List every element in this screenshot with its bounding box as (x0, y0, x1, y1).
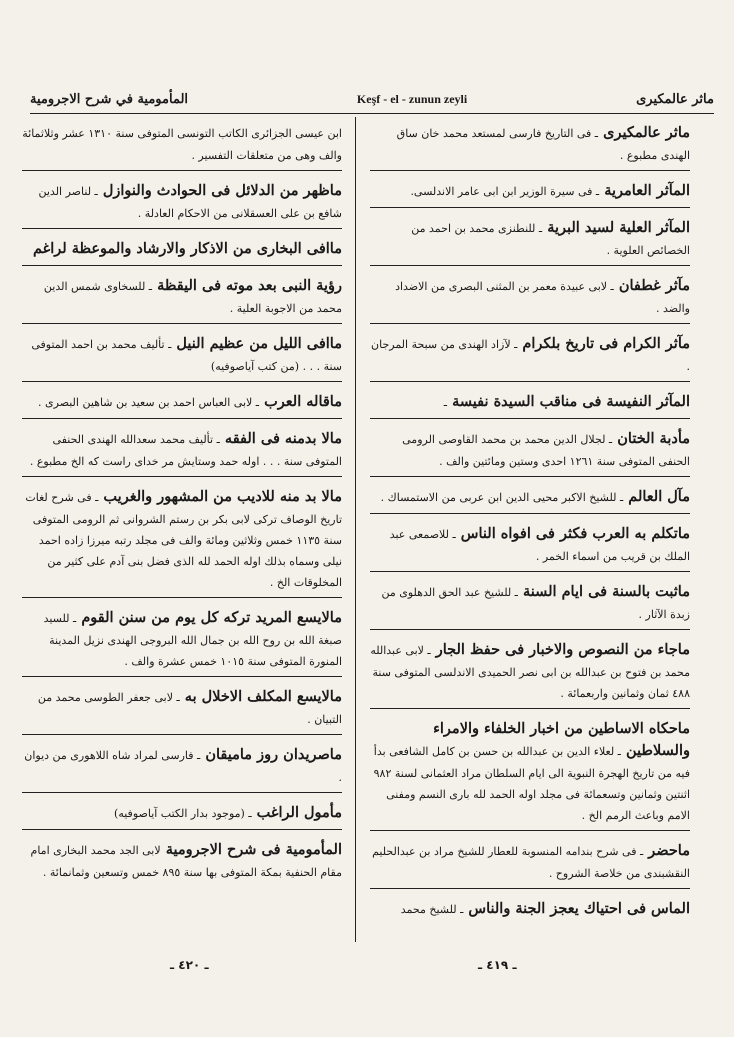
right-column (370, 122, 690, 934)
entry-text: ـ لابى عبيدة معمر بن المثنى البصرى من الاضداد والضد . (395, 280, 690, 315)
entry-title: المأمومية فى شرح الاجرومية (165, 841, 342, 858)
entry-title: المآثر العامرية (604, 182, 690, 199)
entry (370, 718, 690, 831)
entry-title: ماتكلم به العرب فكثر فى افواه الناس (460, 525, 690, 542)
header-right: ماثر عالمكيرى (636, 91, 714, 107)
entry-title: مالايسع المكلف الاخلال به (184, 688, 342, 705)
entry-text: ـ للسيد صبغة الله بن روح الله بن جمال الله البروجى الهندى نزيل المدينة المنورة المتوفى سنة ١٠١٥ خمس عشرة والف . (43, 612, 342, 668)
entry (22, 391, 342, 419)
entry-text: ـ للشيخ محمد (400, 903, 464, 916)
entry (22, 839, 342, 887)
entry-title: مالا بد منه للاديب من المشهور والغريب (103, 488, 342, 505)
header-center: Keşf - el - zunun zeyli (356, 91, 468, 106)
entry (22, 122, 342, 171)
entry (22, 607, 342, 677)
page-number-left: ـ ٤٢٠ ـ (170, 958, 209, 972)
header-left: المأمومية في شرح الاجرومية (30, 91, 189, 107)
entry (370, 333, 690, 382)
entry (22, 744, 342, 793)
entry (370, 275, 690, 324)
entry-text: ـ فى سيرة الوزير ابن ابى عامر الاندلسى. (410, 185, 600, 198)
entry (370, 428, 690, 477)
entry-title: ماحكاه الاساطين من اخبار الخلفاء والامراء والسلاطين (433, 720, 690, 759)
entry-title: المآثر العلية لسيد البرية (547, 219, 690, 236)
entry-title: الماس فى احتياك يعجز الجنة والناس (468, 900, 690, 917)
entry-title: المآثر النفيسة فى مناقب السيدة نفيسة (452, 393, 690, 410)
entry (370, 180, 690, 208)
entry-title: مآثر غطفان (618, 277, 690, 294)
entry-title: ماجاء من النصوص والاخبار فى حفظ الجار (435, 641, 690, 658)
entry (22, 428, 342, 477)
page-number-right: ـ ٤١٩ ـ (478, 958, 517, 972)
entry-text: ـ لآزاد الهندى من سبحة المرجان . (371, 338, 690, 373)
entry-text: ابن عيسى الجزائرى الكاتب التونسى المتوفى سنة ١٣١٠ عشر وثلاثمائة والف وهى من متعلقات التفسير . (22, 127, 342, 162)
entry-title: مآل العالم (628, 488, 690, 505)
running-header (30, 88, 714, 110)
left-column (22, 122, 342, 896)
entry-text: ـ لناصر الدين شافع بن على العسقلانى من الاحكام العادلة . (38, 185, 342, 220)
entry-title: ماثر عالمكيرى (603, 124, 690, 141)
entry-title: مالايسع المريد تركه كل يوم من سنن القوم (81, 609, 342, 626)
entry (22, 275, 342, 324)
entry-text: ـ تأليف محمد سعدالله الهندى الحنفى المتوفى سنة . . . اوله حمد وستايش مر خداى راست كه الخ مطبوع . (29, 433, 342, 468)
entry-text: ـ (موجود بدار الكتب آياصوفيه) (114, 807, 252, 820)
entry-title: ماثبت بالسنة فى ايام السنة (523, 583, 690, 600)
entry-title: مأمول الراغب (256, 804, 342, 821)
entry (370, 898, 690, 925)
entry-title: ماافى البخارى من الاذكار والارشاد والموعظة لراغم (32, 240, 342, 257)
entry-title: ماحضر (648, 842, 690, 859)
entry-text: ـ للاصمعى عبد الملك بن قريب من اسماء الخمر . (389, 528, 690, 563)
entry-text: ـ للسخاوى شمس الدين محمد من الاجوبة العلية . (43, 280, 342, 315)
entry-text: ـ للشيخ الاكبر محيى الدين ابن عربى من الاستمساك . (380, 491, 624, 504)
entry (370, 523, 690, 572)
entry (370, 122, 690, 171)
entry-text: ـ (443, 396, 447, 409)
entry (370, 840, 690, 889)
entry-title: ماقاله العرب (264, 393, 342, 410)
entry-text: ـ لابى عبدالله محمد بن فتوح بن عبدالله بن ابى نصر الحميدى الاندلسى المتوفى سنة ٤٨٨ ثمان وثمانين واربعمائة . (370, 644, 690, 700)
entry (22, 180, 342, 229)
entry-text: ـ للنطنزى محمد بن احمد من الخصائص العلوية . (411, 222, 690, 257)
entry-title: رؤية النبى بعد موته فى اليقظة (157, 277, 342, 294)
entry-title: ماافى الليل من عظيم النيل (176, 335, 342, 352)
entry-text: ـ لابى جعفر الطوسى محمد من التبيان . (37, 691, 342, 726)
column-divider (355, 117, 356, 942)
entry (370, 217, 690, 266)
entry-title: ماصريدان روز ماميقان (205, 746, 342, 763)
entry-text: ـ للشيخ عبد الحق الدهلوى من زبدة الآثار . (381, 586, 690, 621)
entry (370, 639, 690, 709)
entry (22, 238, 342, 266)
entry (22, 686, 342, 735)
entry-title: مآثر الكرام فى تاريخ بلكرام (522, 335, 690, 352)
entry-text: ـ فى شرح لغات تاريخ الوصاف تركى لابى بكر بن رستم الشروانى ثم الرومى المتوفى سنة ١١٣٥ خمس وثلاثين ومائة والف فى مجلد رتبه ميرزا زاده احمد نيلى وسماه بذلك اوله الحمد لله الذى فضل بنى آدم على كثير من المخلوقات الخ . (25, 491, 342, 589)
entry-text: ـ فى التاريخ فارسى لمستعد محمد خان ساق الهندى مطبوع . (396, 127, 690, 162)
entry-text: لابى الجد محمد البخارى امام مقام الحنفية بمكة المتوفى بها سنة ٨٩٥ خمس وتسعين وثمانمائة . (30, 844, 342, 879)
entry-text: ـ فارسى لمراد شاه اللاهورى من ديوان . (24, 749, 342, 784)
entry-title: مأدبة الختان (617, 430, 690, 447)
entry (370, 391, 690, 419)
entry-text: ـ فى شرح بندامه المنسوبة للعطار للشيخ مراد بن عبدالحليم النقشبندى من خلاصة الشروح . (372, 845, 690, 880)
entry-text: ـ لجلال الدين محمد بن محمد القاوصى الرومى الحنفى المتوفى سنة ١٢٦١ احدى وستين ومائتين والف . (402, 433, 690, 468)
header-rule (30, 113, 714, 114)
entry-title: مالا بدمنه فى الفقه (224, 430, 342, 447)
entry (22, 486, 342, 598)
entry (370, 581, 690, 630)
entry (22, 802, 342, 830)
entry (22, 333, 342, 382)
entry (370, 486, 690, 514)
entry-text: ـ تأليف محمد بن احمد المتوفى سنة . . . (من كتب آياصوفيه) (31, 338, 342, 373)
entry-text: ـ لعلاء الدين بن عبدالله بن حسن بن كامل الشافعى بدأ فيه من تاريخ الهجرة النبوية الى ايام السلطان مراد العثمانى لسنة ٩٨٢ اثنتين وثمانين وتسعمائة فى مجلد اوله الحمد لله بارى النسم ومفنى الامم وباعث الرمم الخ . (373, 745, 690, 822)
entry-title: ماظهر من الدلائل فى الحوادث والنوازل (102, 182, 342, 199)
entry-text: ـ لابى العباس احمد بن سعيد بن شاهين البصرى . (38, 396, 260, 409)
